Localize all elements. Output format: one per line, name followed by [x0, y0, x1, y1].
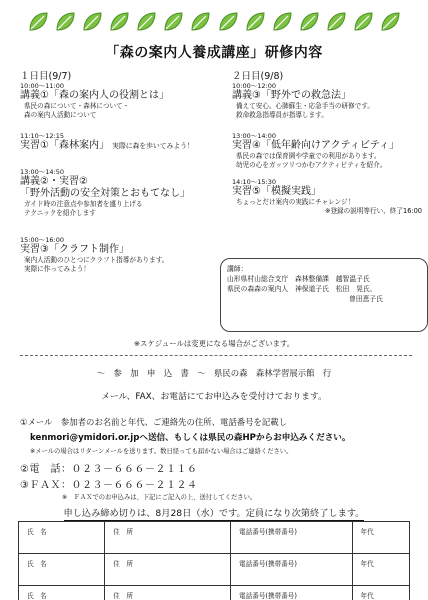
form-row — [19, 554, 410, 586]
name-field-label: 氏 名 — [27, 560, 47, 568]
leaf-icon — [324, 10, 348, 34]
name-field[interactable] — [19, 522, 105, 554]
phone-field[interactable] — [231, 586, 352, 600]
age-field[interactable] — [352, 586, 409, 600]
name-field[interactable] — [19, 586, 105, 600]
name-field-label: 氏 名 — [27, 528, 47, 536]
phone-field-label: 電話番号(携帯番号) — [239, 592, 297, 600]
name-field[interactable] — [19, 554, 105, 586]
phone-field-label: 電話番号(携帯番号) — [239, 560, 297, 568]
session-title: 講義①「森の案内人の役割とは」 — [20, 90, 169, 101]
session-time: 11:10～12:15 — [20, 132, 64, 140]
age-field[interactable] — [352, 554, 409, 586]
session-time: 14:10～15:30 — [232, 178, 276, 186]
leaf-icon — [53, 10, 77, 34]
instructors-label: 講師： — [227, 265, 248, 273]
address-field-label: 住 所 — [113, 560, 133, 568]
application-heading: ～ 参 加 申 込 書 ～ 県民の森 森林学習展示館 行 — [96, 368, 332, 378]
phone-field[interactable] — [231, 522, 352, 554]
leaf-icon — [270, 10, 294, 34]
session-title: 実習⑤「模擬実践」 — [232, 186, 321, 197]
session-desc: テクニックを紹介します — [24, 208, 96, 217]
leaf-icon — [188, 10, 212, 34]
deadline-notice — [0, 505, 428, 519]
leaf-icon — [297, 10, 321, 34]
leaf-icon — [134, 10, 158, 34]
session-desc: 森の案内人活動について — [24, 110, 97, 119]
page-title: 「森の案内人養成講座」研修内容 — [105, 45, 323, 61]
session-time: 13:00～14:50 — [20, 168, 64, 176]
mail-address-line[interactable]: kenmori@ymidori.or.jpへ送信、もしくは県民の森HPからお申込みください。 — [30, 433, 351, 443]
age-field-label: 年代 — [360, 560, 374, 568]
leaf-icon — [80, 10, 104, 34]
session-title — [20, 140, 194, 152]
session-title-2: 「野外活動の安全対策とおもてなし」 — [20, 188, 190, 199]
address-field[interactable] — [105, 586, 231, 600]
instructor-row: 県民の森森の案内人 神保道子氏 松田 晃氏、 — [227, 285, 377, 293]
age-field[interactable] — [352, 522, 409, 554]
address-field[interactable] — [105, 522, 231, 554]
address-field-label: 住 所 — [113, 592, 133, 600]
name-field-label: 氏 名 — [27, 592, 47, 600]
fax-note: ※ ＦＡＸでのお申込みは、下記にご記入の上、送付してください。 — [62, 494, 257, 501]
schedule-note: ※スケジュールは変更になる場合がございます。 — [133, 339, 295, 348]
leaf-decoration-row — [24, 8, 404, 38]
leaf-icon — [243, 10, 267, 34]
day1-session-4 — [20, 236, 168, 273]
instructor-row: 山形県村山総合支庁 森林整備課 越智温子氏 — [227, 275, 370, 283]
session-desc: 備えて安心。心肺蘇生・応急手当の研修です。 — [236, 102, 374, 110]
session-inline-note: 実際に森を歩いてみよう！ — [112, 142, 194, 150]
session-title-text: 実習①「森林案内」 — [20, 140, 109, 151]
leaf-icon — [378, 10, 402, 34]
application-form-table — [18, 521, 410, 600]
day2-heading: ２日目(9/8) — [232, 71, 284, 82]
deadline-text: 申し込み締め切りは、8月28日（水）です。定員になり次第終了します。 — [63, 508, 365, 519]
session-desc: 実際に作ってみよう！ — [24, 264, 90, 273]
application-subheading: メール、FAX、お電話にてお申込みを受付けております。 — [101, 392, 327, 402]
session-desc: 幼児の心をガッツリつかむアクティビティを紹介。 — [236, 160, 387, 169]
phone-number: ②電 話：０２３－６６６－２１１６ — [20, 464, 198, 475]
address-field[interactable] — [105, 554, 231, 586]
leaf-icon — [26, 10, 50, 34]
session-time: 15:00～16:00 — [20, 236, 64, 244]
leaf-icon — [161, 10, 185, 34]
address-field-label: 住 所 — [113, 528, 133, 536]
leaf-icon — [107, 10, 131, 34]
session-title: 講義③「野外での救急法」 — [232, 90, 351, 101]
session-time: 10:00～11:00 — [20, 82, 64, 90]
instructors-box — [220, 258, 428, 332]
phone-field[interactable] — [231, 554, 352, 586]
fax-number: ③ＦＡＸ：０２３－６６６－２１２４ — [20, 480, 198, 491]
day1-session-1 — [20, 82, 169, 119]
mail-note: ※メールの場合はリターンメールを送ります。数日経っても届かない場合はご連絡ください。 — [30, 448, 293, 455]
day2-session-1 — [232, 82, 374, 119]
session-desc: 県民の森について・森林について・ — [24, 102, 130, 110]
instructor-row: 曾田恵子氏 — [349, 295, 383, 303]
session-desc: 案内人活動のひとつにクラフト指導があります。 — [24, 256, 169, 264]
phone-field-label: 電話番号(携帯番号) — [239, 528, 297, 536]
session-title: 実習④「低年齢向けアクティビティ」 — [232, 140, 400, 151]
mail-instruction: ①メール 参加者のお名前と年代、ご連絡先の住所、電話番号を記載し — [20, 417, 287, 427]
session-time: 13:00～14:00 — [232, 132, 276, 140]
form-row — [19, 522, 410, 554]
session-time: 10:00～12:00 — [232, 82, 276, 90]
session-title: 講義②・実習② — [20, 176, 88, 187]
session-desc: 救命救急指導員が指導します。 — [236, 110, 328, 119]
session-desc: 県民の森では保育園や学童での利用があります。 — [236, 152, 381, 160]
day1-heading: １日目(9/7) — [20, 71, 72, 82]
session-desc: ガイド時の注意点や参加者を盛り上げる — [24, 200, 143, 208]
age-field-label: 年代 — [360, 528, 374, 536]
session-end-note: ※登録の説明等行い、終了16:00 — [324, 206, 422, 215]
divider — [20, 355, 412, 356]
day1-session-3 — [20, 168, 190, 217]
session-desc: ちょっとだけ案内の実践にチャレンジ！ — [236, 198, 355, 206]
day2-session-3 — [232, 178, 422, 215]
leaf-icon — [216, 10, 240, 34]
day1-session-2 — [20, 132, 194, 152]
form-row — [19, 586, 410, 600]
leaf-icon — [351, 10, 375, 34]
day2-session-2 — [232, 132, 399, 169]
session-title: 実習③「クラフト制作」 — [20, 244, 129, 255]
age-field-label: 年代 — [360, 592, 374, 600]
